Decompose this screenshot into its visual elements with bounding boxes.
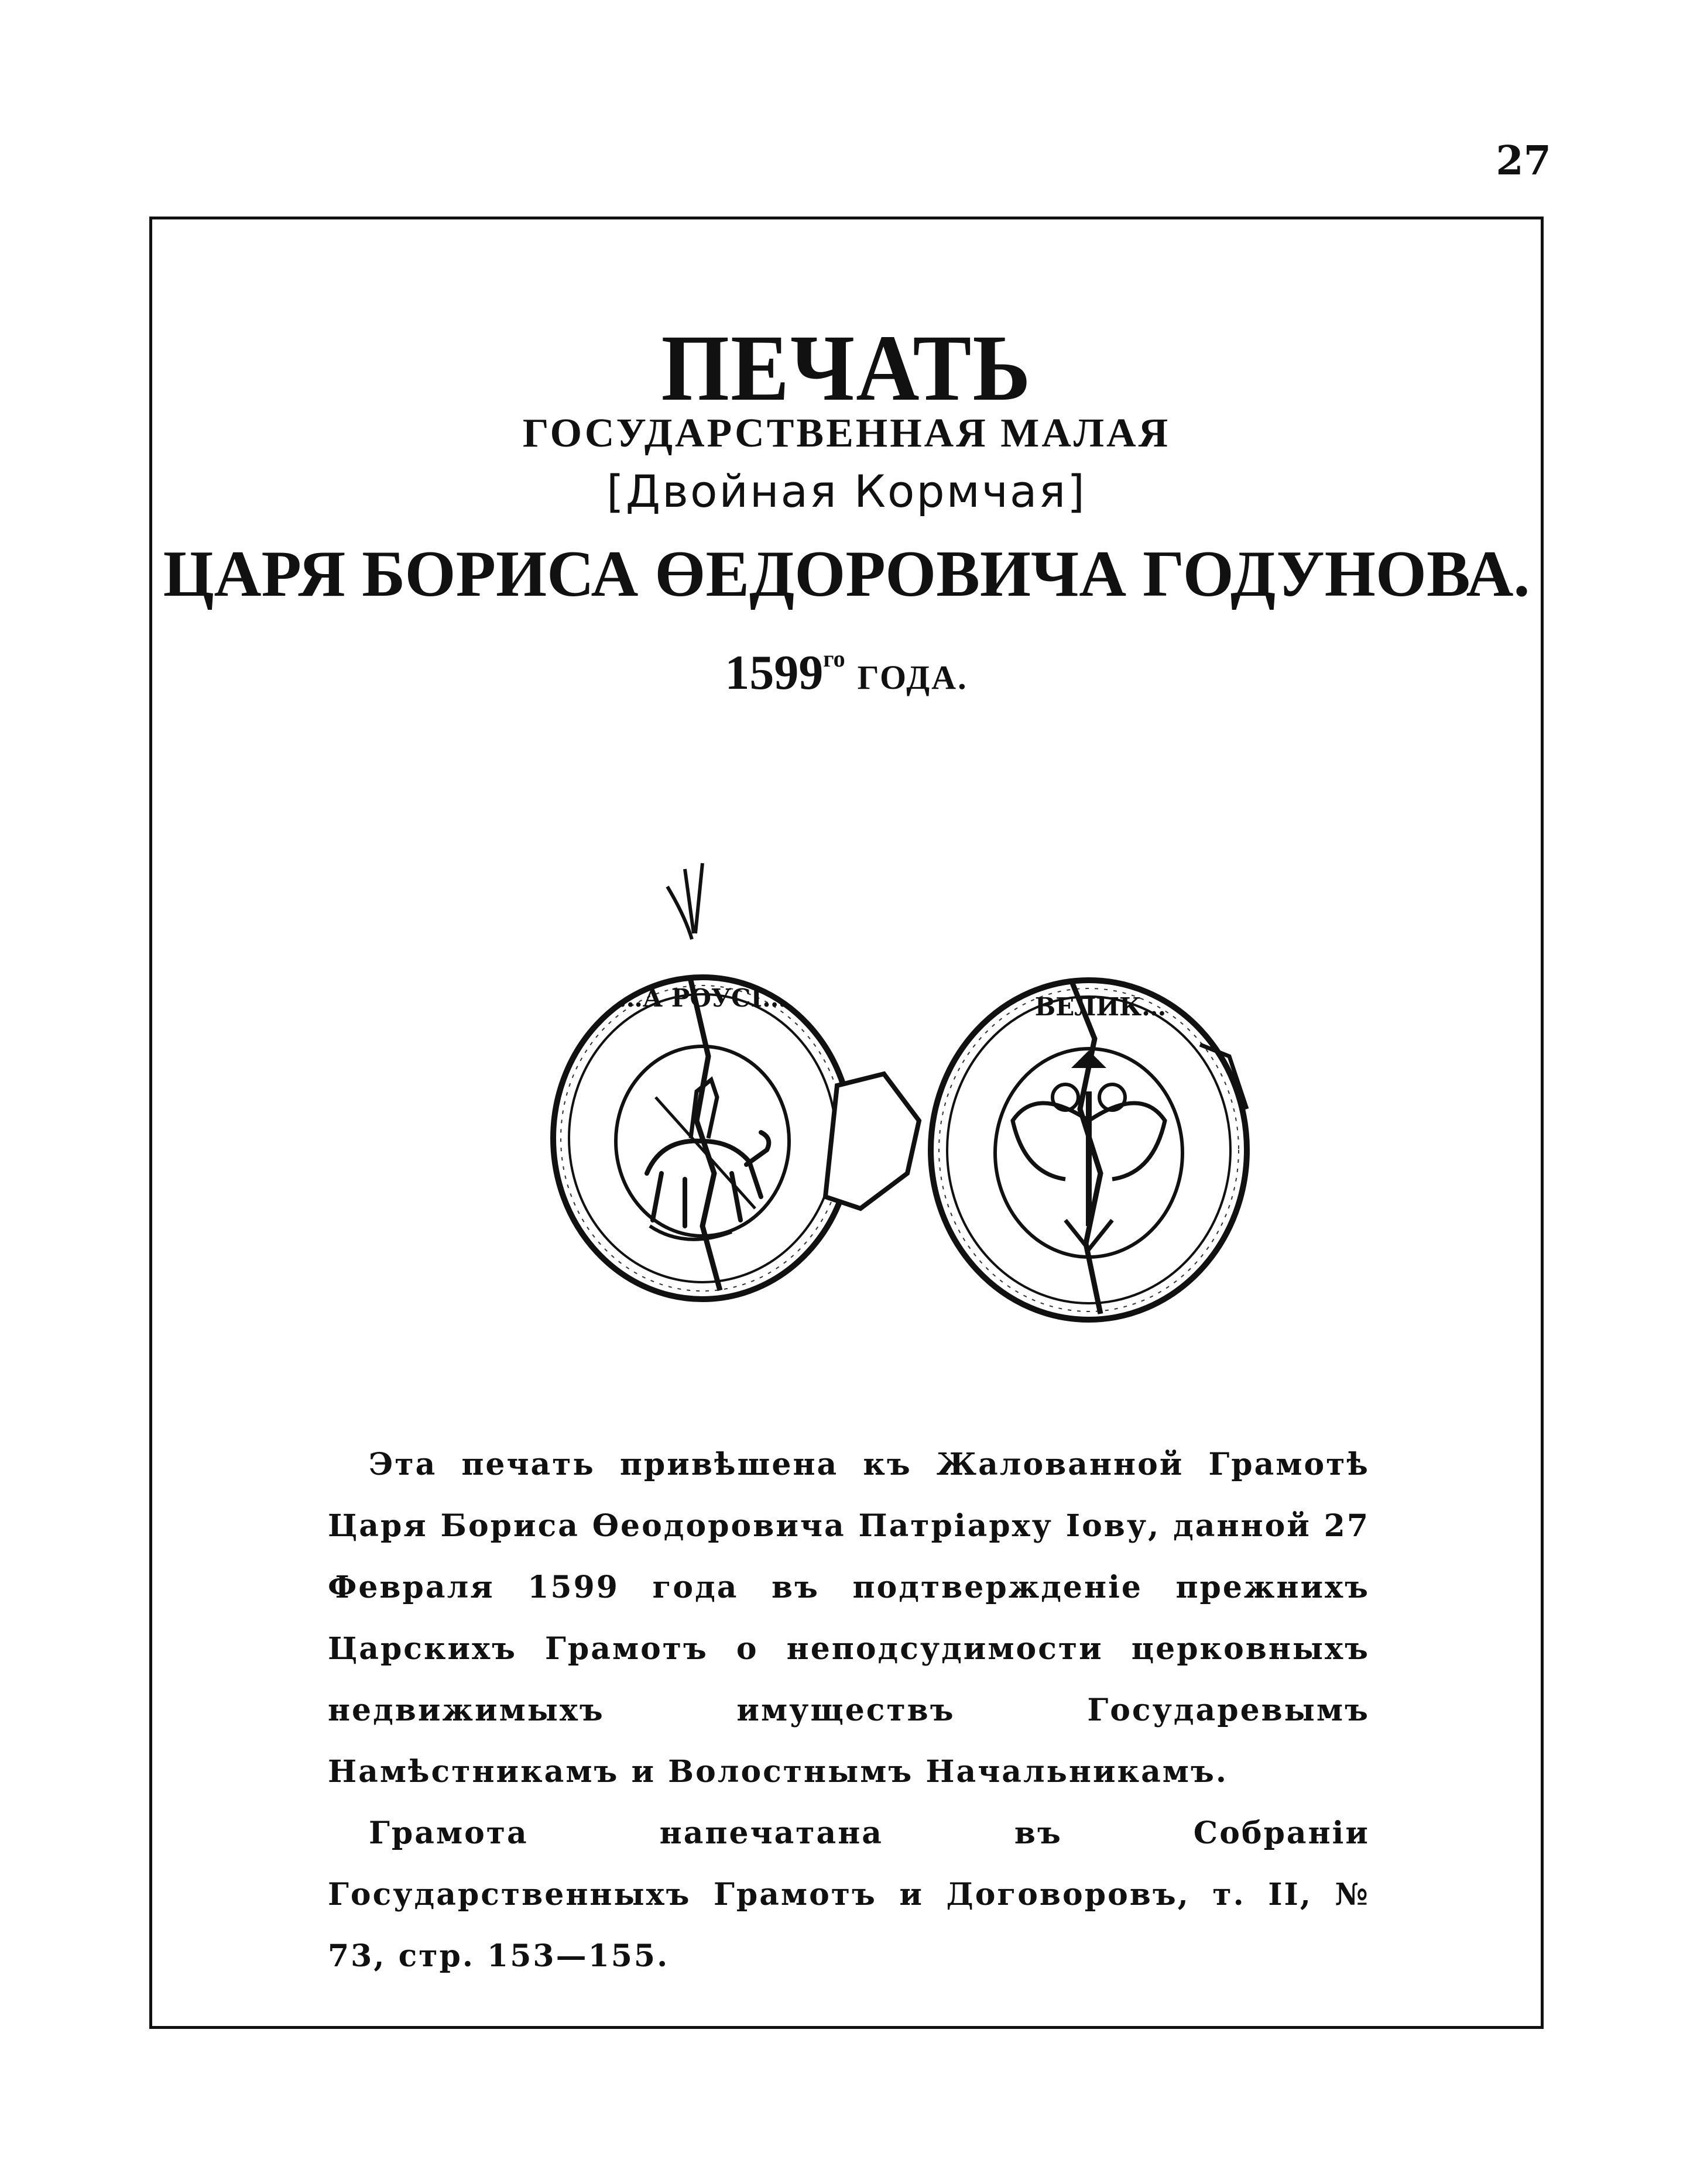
tsar-name-heading: ЦАРЯ БОРИСА ӨЕДОРОВИЧА ГОДУНОВА. [163,538,1530,610]
seal-obverse-legend: …А РОУСI… [618,984,787,1012]
year-suffix: го [823,645,845,672]
page-number: 27 [1496,138,1551,184]
page-title: ПЕЧАТЬ [661,315,1032,421]
paragraph-seal-description: Эта печать привѣшена къ Жалованной Грамотѣ Царя Бориса Өеодоровича Патріарху Іову, данной 27 Февраля 1599 года въ подтвержденіе прежнихъ Царскихъ Грамотъ о неподсудимости церковныхъ недвижимыхъ имуществъ Государевымъ Намѣстникамъ и Волостнымъ Начальникамъ. [328,1447,1370,1790]
page-subtitle: ГОСУДАРСТВЕННАЯ МАЛАЯ [522,411,1171,456]
page-frame [149,217,1544,2029]
seal-reverse-legend: ВЕЛИК… [1034,993,1167,1021]
bracketed-note: [Двойная Кормчая] [606,465,1086,517]
body-text [328,1434,1370,1987]
seal-reverse-icon [931,980,1247,1320]
seal-illustration [509,846,1352,1466]
year-line [152,644,1541,701]
year-word: ГОДА. [857,658,968,696]
paragraph-publication-note: Грамота напечатана въ Собраніи Государственныхъ Грамотъ и Договоровъ, т. II, № 73, стр. 153—155. [328,1815,1370,1974]
seal-obverse-icon [553,863,852,1299]
year-number: 1599 [725,645,824,700]
